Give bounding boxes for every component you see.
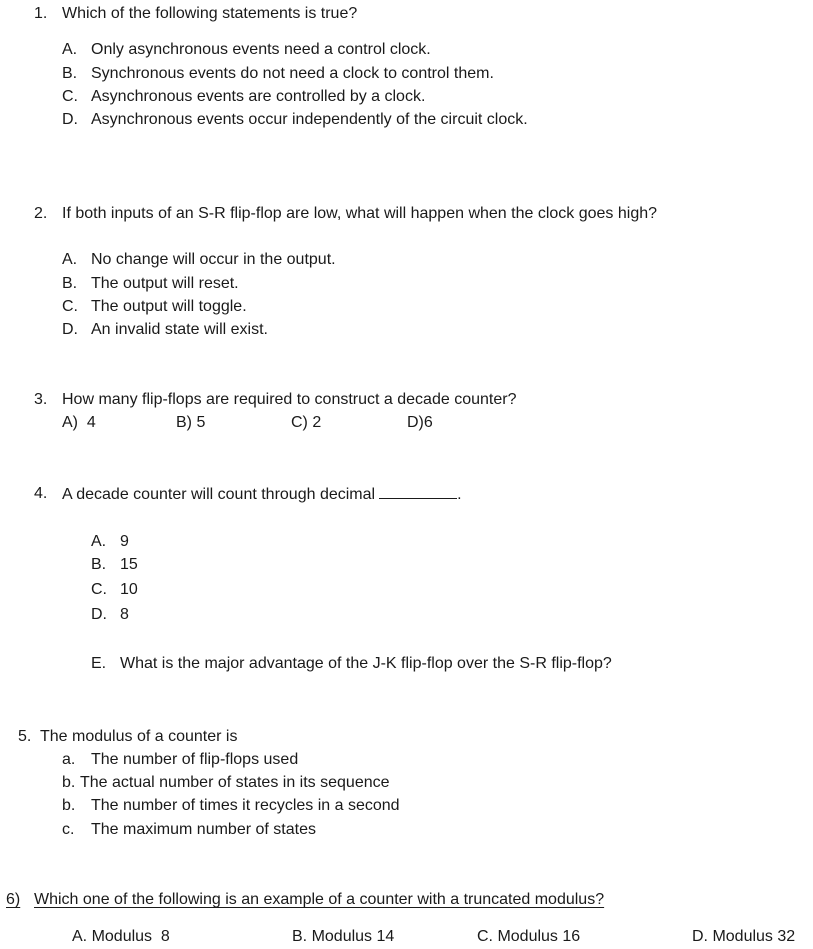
- q6-option-c: C. Modulus 16: [477, 928, 581, 945]
- q3-option-c: C) 2: [291, 414, 322, 431]
- q1-option-a-letter: A.: [62, 41, 78, 58]
- q3-text: How many flip-flops are required to construct a decade counter?: [62, 391, 517, 408]
- q5-option-b2-letter: b.: [62, 797, 76, 814]
- q2-option-d-letter: D.: [62, 321, 78, 338]
- q4-option-e: What is the major advantage of the J-K flip-flop over the S-R flip-flop?: [120, 655, 612, 672]
- q3-option-a: A) 4: [62, 414, 96, 431]
- q2-text: If both inputs of an S-R flip-flop are low, what will happen when the clock goes high?: [62, 205, 658, 222]
- q4-trailing: .: [457, 486, 462, 503]
- q2-number: 2.: [34, 205, 48, 222]
- q2-option-c-letter: C.: [62, 298, 78, 315]
- q1-option-d-letter: D.: [62, 111, 78, 128]
- q2-option-d: An invalid state will exist.: [91, 321, 268, 338]
- q1-option-a: Only asynchronous events need a control clock.: [91, 41, 431, 58]
- q4-option-a-letter: A.: [91, 533, 107, 550]
- q6-option-a: A. Modulus 8: [72, 928, 170, 945]
- q5-text: The modulus of a counter is: [40, 728, 238, 745]
- q2-option-a: No change will occur in the output.: [91, 251, 336, 268]
- q6-number: 6): [6, 891, 21, 908]
- q2-option-b-letter: B.: [62, 275, 78, 292]
- q4-option-b-letter: B.: [91, 556, 107, 573]
- q3-number: 3.: [34, 391, 48, 408]
- q1-text: Which of the following statements is true?: [62, 5, 358, 22]
- q1-option-b: Synchronous events do not need a clock to control them.: [91, 65, 494, 82]
- q4-option-c: 10: [120, 581, 138, 598]
- q4-answer-blank: [379, 484, 457, 499]
- q2-option-c: The output will toggle.: [91, 298, 247, 315]
- q5-option-b: The actual number of states in its sequence: [80, 774, 390, 791]
- q4-text: A decade counter will count through decimal: [62, 486, 376, 503]
- q4-number: 4.: [34, 485, 48, 502]
- q6-option-b: B. Modulus 14: [292, 928, 395, 945]
- q4-option-d-letter: D.: [91, 606, 107, 623]
- q4-option-e-letter: E.: [91, 655, 107, 672]
- q6-text: Which one of the following is an example of a counter with a truncated modulus?: [34, 891, 605, 908]
- q5-number: 5.: [18, 728, 32, 745]
- q3-option-d: D)6: [407, 414, 433, 431]
- q5-option-c-letter: c.: [62, 821, 75, 838]
- q1-number: 1.: [34, 5, 48, 22]
- q1-option-b-letter: B.: [62, 65, 78, 82]
- q3-option-b: B) 5: [176, 414, 206, 431]
- q5-option-a-letter: a.: [62, 751, 76, 768]
- q5-option-b2: The number of times it recycles in a second: [91, 797, 400, 814]
- q5-option-c: The maximum number of states: [91, 821, 316, 838]
- q2-option-b: The output will reset.: [91, 275, 239, 292]
- q1-option-c-letter: C.: [62, 88, 78, 105]
- q4-option-c-letter: C.: [91, 581, 107, 598]
- q4-option-d: 8: [120, 606, 129, 623]
- q1-option-d: Asynchronous events occur independently of the circuit clock.: [91, 111, 528, 128]
- q1-option-c: Asynchronous events are controlled by a clock.: [91, 88, 426, 105]
- q5-option-a: The number of flip-flops used: [91, 751, 299, 768]
- q4-option-b: 15: [120, 556, 138, 573]
- q5-option-b-letter: b.: [62, 774, 76, 791]
- q6-option-d: D. Modulus 32: [692, 928, 796, 945]
- q4-stem: [62, 484, 462, 505]
- q2-option-a-letter: A.: [62, 251, 78, 268]
- q4-option-a: 9: [120, 533, 129, 550]
